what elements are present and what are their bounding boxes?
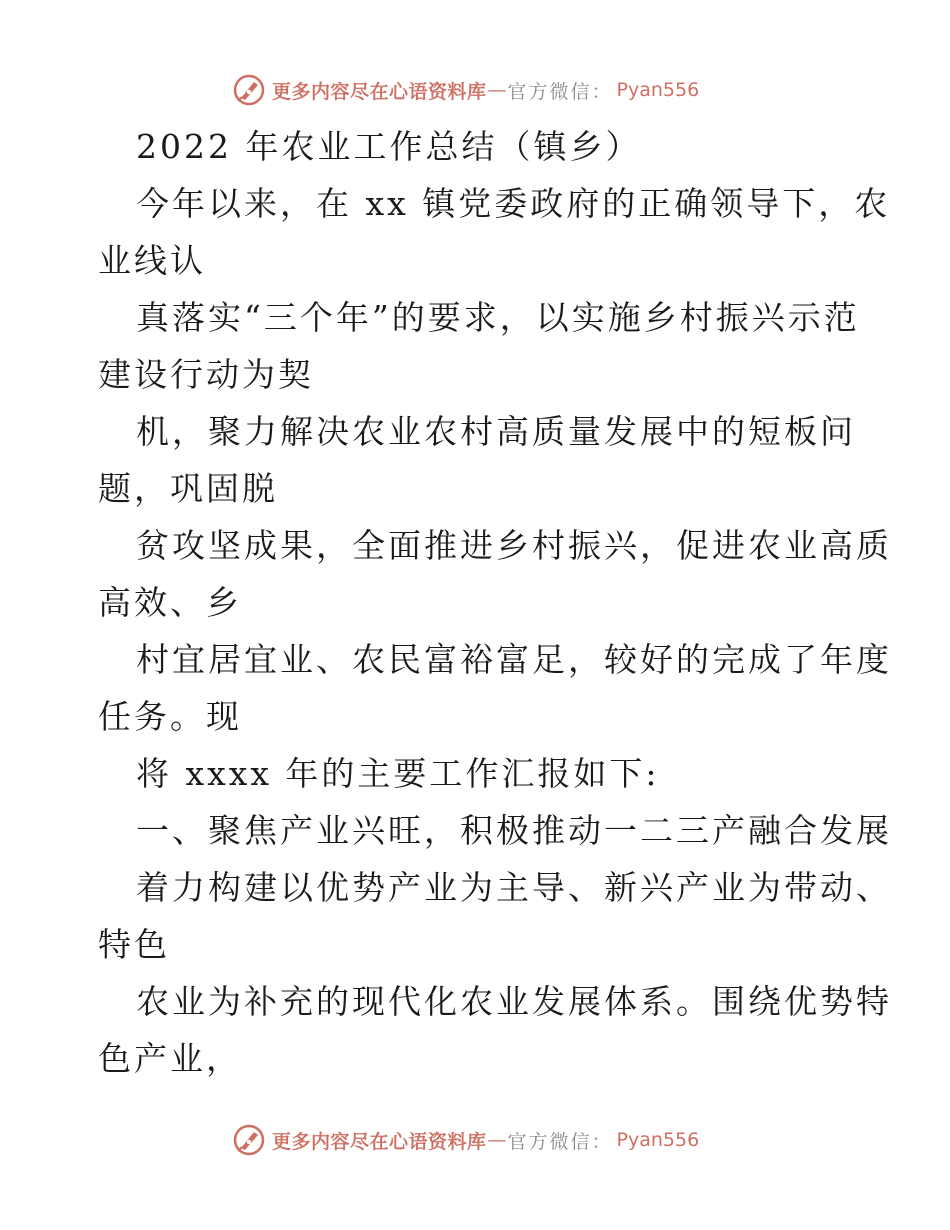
text-line: 农业为补充的现代化农业发展体系。围绕优势特 (136, 982, 892, 1021)
text-line: 机，聚力解决农业农村高质量发展中的短板问 (136, 412, 856, 451)
wechat-id: Pyan556 (616, 79, 700, 101)
text-line: 贫攻坚成果，全面推进乡村振兴，促进农业高质 (136, 526, 892, 565)
text-line: 色产业， (98, 1039, 242, 1078)
text-line: 业线认 (98, 241, 206, 280)
pen-nib-logo-icon (232, 1123, 266, 1157)
text-line: 任务。现 (98, 697, 242, 736)
document-body (98, 118, 892, 1087)
header-banner (232, 70, 699, 110)
wechat-label: 官方微信： (507, 80, 613, 103)
text-line: 村宜居宜业、农民富裕富足，较好的完成了年度 (136, 640, 892, 679)
text-line: 特色 (98, 925, 170, 964)
banner-separator: — (487, 1129, 507, 1151)
banner-text: 更多内容尽在心语资料库 (272, 1130, 487, 1153)
text-line: 将 xxxx 年的主要工作汇报如下: (136, 754, 660, 793)
text-line: 高效、乡 (98, 583, 242, 622)
document-title: 2022 年农业工作总结（镇乡） (136, 127, 642, 166)
text-line: 今年以来，在 xx 镇党委政府的正确领导下，农 (136, 184, 891, 223)
banner-separator: — (487, 79, 507, 101)
footer-banner (232, 1120, 699, 1160)
pen-nib-logo-icon (232, 73, 266, 107)
wechat-id: Pyan556 (616, 1129, 700, 1151)
text-line: 真落实“三个年”的要求，以实施乡村振兴示范 (136, 298, 860, 337)
section-heading: 一、聚焦产业兴旺，积极推动一二三产融合发展 (136, 811, 892, 850)
banner-text: 更多内容尽在心语资料库 (272, 80, 487, 103)
wechat-label: 官方微信： (507, 1130, 613, 1153)
text-line: 题，巩固脱 (98, 469, 278, 508)
text-line: 建设行动为契 (98, 355, 314, 394)
text-line: 着力构建以优势产业为主导、新兴产业为带动、 (136, 868, 892, 907)
